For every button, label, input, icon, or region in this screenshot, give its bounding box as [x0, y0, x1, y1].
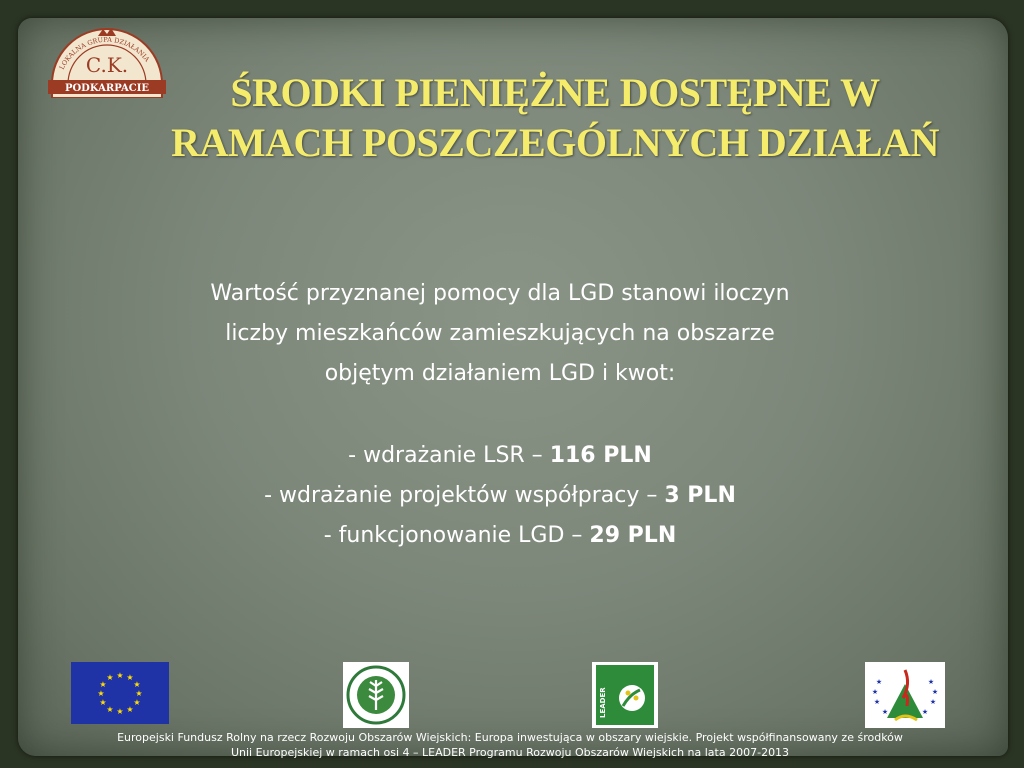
svg-text:★: ★	[133, 680, 141, 689]
amount-item-label: - funkcjonowanie LGD –	[323, 523, 590, 548]
title-line-1: ŚRODKI PIENIĘŻNE DOSTĘPNE W	[230, 70, 880, 115]
prow-logo-icon	[865, 662, 945, 728]
svg-text:★: ★	[871, 688, 879, 696]
svg-text:★: ★	[929, 698, 937, 706]
ministry-seal-icon	[343, 662, 409, 728]
svg-text:★: ★	[126, 705, 134, 714]
slide-title	[120, 68, 990, 168]
svg-text:★: ★	[116, 707, 124, 716]
intro-line-3: objętym działaniem LGD i kwot:	[324, 361, 676, 386]
amount-item	[100, 476, 900, 516]
amount-item	[100, 436, 900, 476]
svg-text:★: ★	[106, 705, 114, 714]
sponsor-logos	[0, 662, 1024, 732]
svg-text:★: ★	[99, 680, 107, 689]
svg-text:★: ★	[931, 688, 939, 696]
svg-text:★: ★	[133, 698, 141, 707]
svg-text:★: ★	[97, 689, 105, 698]
logo-banner: PODKARPACIE	[64, 83, 150, 94]
svg-text:★: ★	[927, 678, 935, 686]
svg-text:★: ★	[99, 698, 107, 707]
amount-item-value: 116 PLN	[549, 443, 652, 468]
amount-item-label: - wdrażanie LSR –	[348, 443, 550, 468]
logo-initials: C.K.	[85, 53, 129, 77]
svg-text:★: ★	[126, 673, 134, 682]
eu-flag-icon	[71, 662, 169, 724]
svg-text:★: ★	[116, 671, 124, 680]
footer-line-2: Unii Europejskiej w ramach osi 4 – LEADER Programu Rozwoju Obszarów Wiejskich na lata 2007-2013	[230, 746, 790, 759]
amount-item-label: - wdrażanie projektów współpracy –	[264, 483, 665, 508]
svg-text:★: ★	[881, 708, 889, 716]
svg-text:★: ★	[135, 689, 143, 698]
footer-line-1: Europejski Fundusz Rolny na rzecz Rozwoju Obszarów Wiejskich: Europa inwestująca w obszary wiejskie. Projekt współfinansowany ze środków	[117, 731, 903, 744]
intro-line-1: Wartość przyznanej pomocy dla LGD stanowi iloczyn	[210, 281, 790, 306]
footer-text	[60, 730, 960, 760]
svg-text:★: ★	[921, 708, 929, 716]
logo-arc-text: LOKALNA GRUPA DZIAŁANIA	[57, 35, 152, 71]
svg-text:★: ★	[875, 678, 883, 686]
leader-text: LEADER	[599, 687, 607, 718]
amount-item	[100, 516, 900, 556]
leader-logo-icon	[592, 662, 658, 728]
svg-text:★: ★	[106, 673, 114, 682]
slide-body	[100, 274, 900, 556]
title-line-2: RAMACH POSZCZEGÓLNYCH DZIAŁAŃ	[171, 120, 939, 165]
intro-line-2: liczby mieszkańców zamieszkujących na obszarze	[225, 321, 775, 346]
svg-text:★: ★	[873, 698, 881, 706]
amount-item-value: 3 PLN	[664, 483, 736, 508]
amount-item-value: 29 PLN	[589, 523, 677, 548]
